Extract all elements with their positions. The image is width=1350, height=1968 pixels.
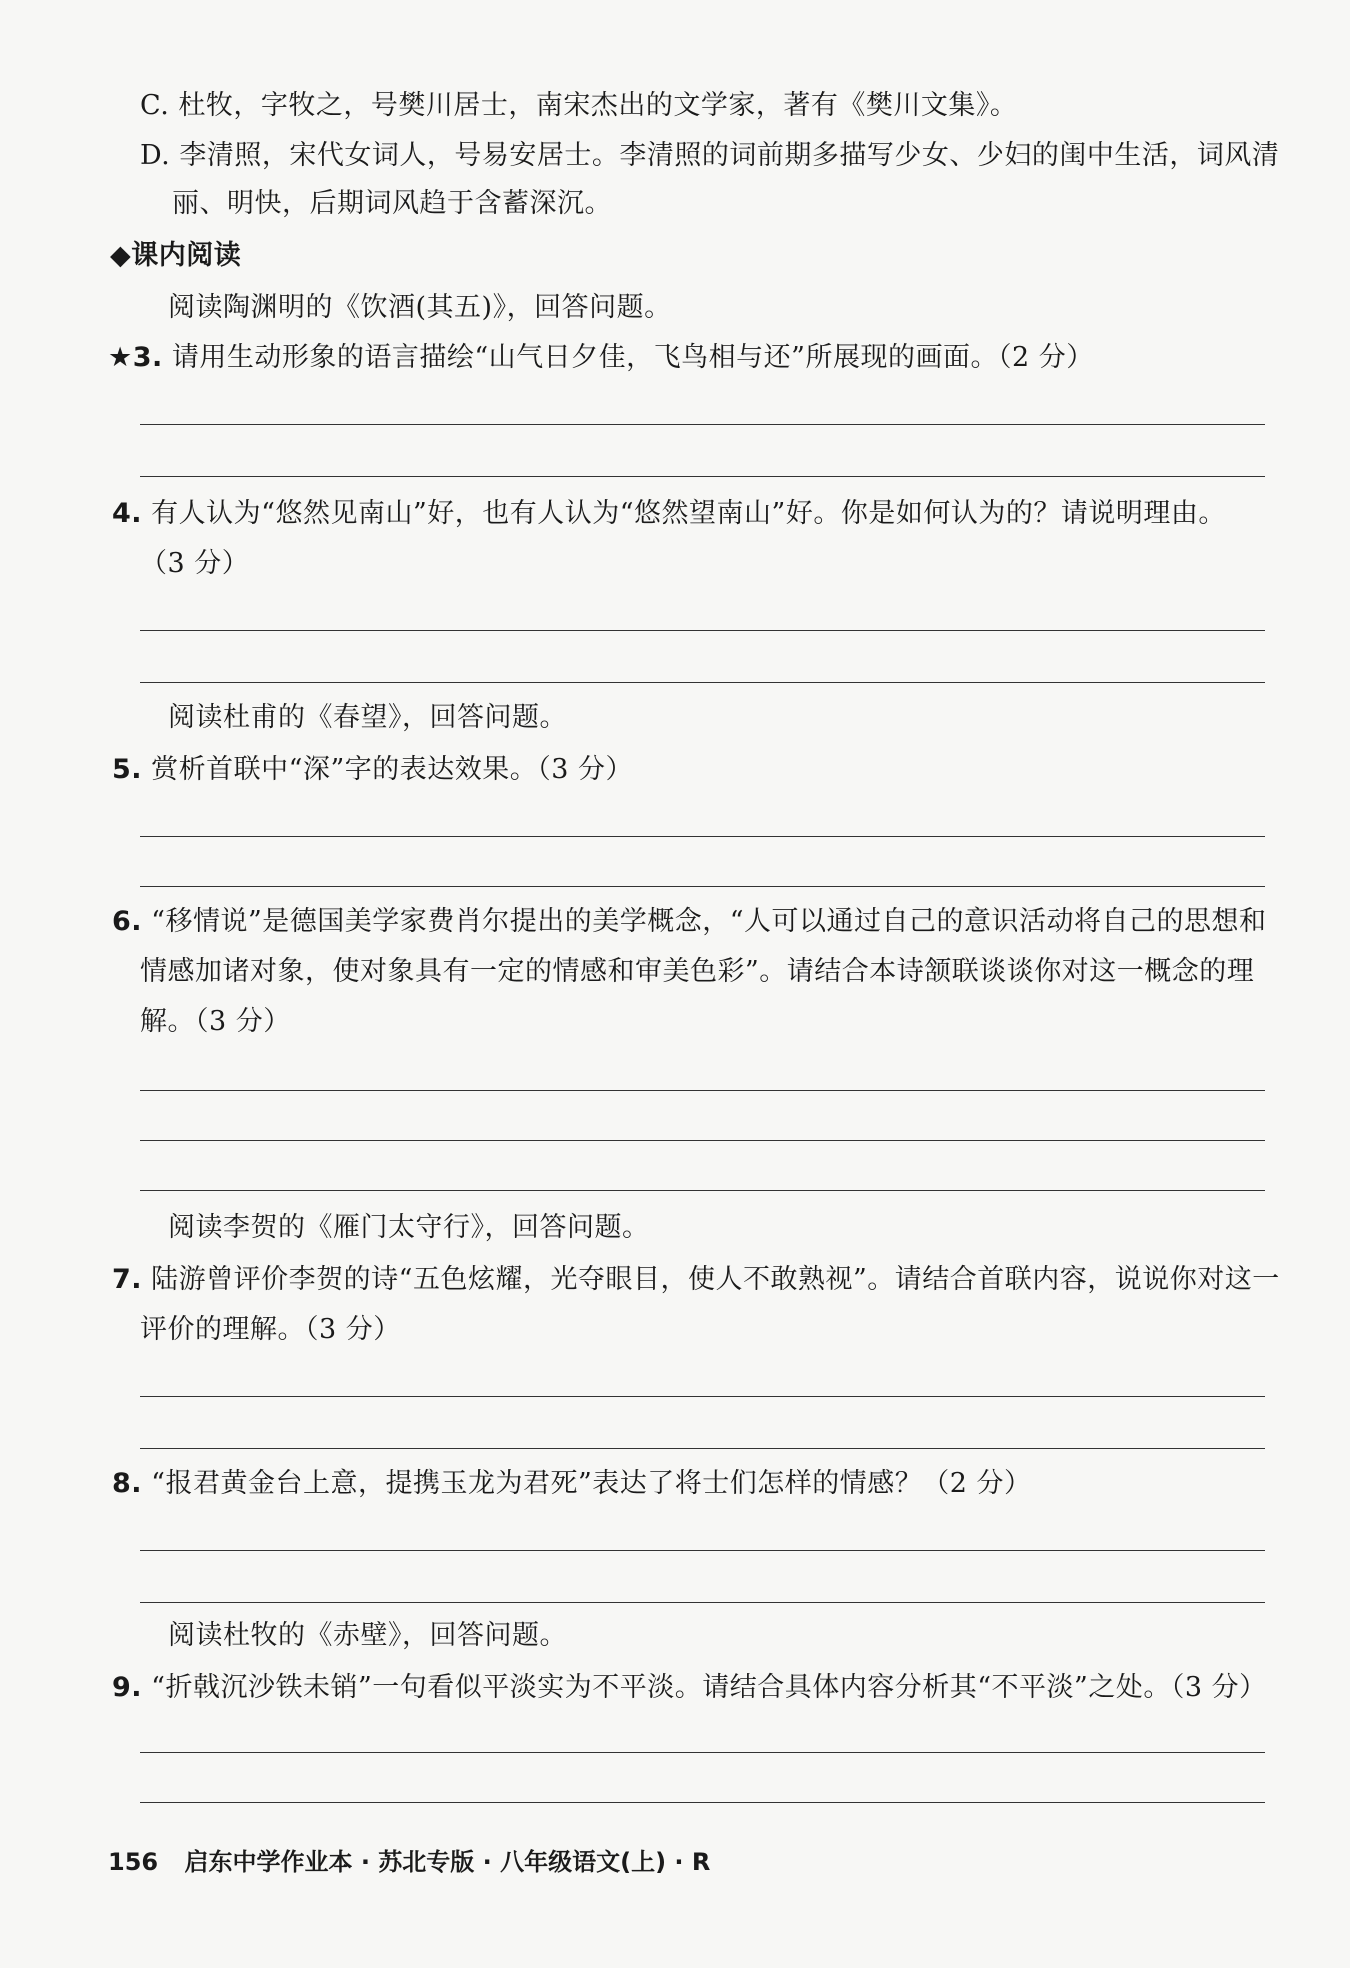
option-d-line1: D. 李清照，宋代女词人，号易安居士。李清照的词前期多描写少女、少妇的闺中生活，词风清 — [140, 140, 1280, 171]
answer-line[interactable] — [140, 1802, 1265, 1803]
reading-intro-3: 阅读李贺的《雁门太守行》，回答问题。 — [168, 1212, 650, 1243]
question-5 — [112, 752, 633, 788]
option-c: C. 杜牧，字牧之，号樊川居士，南宋杰出的文学家，著有《樊川文集》。 — [140, 90, 1018, 121]
question-text: “移情说”是德国美学家费肖尔提出的美学概念，“人可以通过自己的意识活动将自己的思想和 — [151, 906, 1267, 937]
answer-line[interactable] — [140, 1190, 1265, 1191]
reading-intro-1: 阅读陶渊明的《饮酒(其五)》，回答问题。 — [168, 292, 672, 323]
page-footer — [108, 1842, 710, 1877]
question-6-line2: 情感加诸对象，使对象具有一定的情感和审美色彩”。请结合本诗颔联谈谈你对这一概念的理 — [140, 956, 1255, 987]
answer-line[interactable] — [140, 1448, 1265, 1449]
question-7 — [112, 1262, 1280, 1298]
page-number: 156 — [108, 1848, 159, 1876]
question-number: 6. — [112, 906, 143, 937]
question-4-line2: （3 分） — [140, 548, 250, 579]
question-number: 4. — [112, 498, 143, 529]
section-title: ◆课内阅读 — [110, 240, 242, 271]
answer-line[interactable] — [140, 476, 1265, 477]
option-d-line2: 丽、明快，后期词风趋于含蓄深沉。 — [172, 188, 612, 219]
question-9 — [112, 1670, 1267, 1706]
question-4 — [112, 496, 1226, 532]
question-text: 请用生动形象的语言描绘“山气日夕佳，飞鸟相与还”所展现的画面。（2 分） — [171, 342, 1094, 373]
answer-line[interactable] — [140, 1752, 1265, 1753]
answer-line[interactable] — [140, 886, 1265, 887]
reading-intro-4: 阅读杜牧的《赤壁》，回答问题。 — [168, 1620, 567, 1651]
answer-line[interactable] — [140, 1550, 1265, 1551]
question-number: 9. — [112, 1672, 143, 1703]
question-text: 陆游曾评价李贺的诗“五色炫耀，光夺眼目，使人不敢熟视”。请结合首联内容，说说你对这一 — [151, 1264, 1280, 1295]
answer-line[interactable] — [140, 836, 1265, 837]
answer-line[interactable] — [140, 682, 1265, 683]
question-number: 5. — [112, 754, 143, 785]
question-text: “折戟沉沙铁未销”一句看似平淡实为不平淡。请结合具体内容分析其“不平淡”之处。（3 分） — [151, 1672, 1267, 1703]
answer-line[interactable] — [140, 630, 1265, 631]
reading-intro-2: 阅读杜甫的《春望》，回答问题。 — [168, 702, 567, 733]
question-number: 8. — [112, 1468, 143, 1499]
answer-line[interactable] — [140, 1090, 1265, 1091]
question-text: “报君黄金台上意，提携玉龙为君死”表达了将士们怎样的情感？（2 分） — [151, 1468, 1032, 1499]
question-text: 赏析首联中“深”字的表达效果。（3 分） — [151, 754, 634, 785]
question-number: ★3. — [108, 342, 163, 373]
book-title: 启东中学作业本 · 苏北专版 · 八年级语文(上) · R — [184, 1848, 711, 1876]
question-7-line2: 评价的理解。（3 分） — [140, 1314, 401, 1345]
answer-line[interactable] — [140, 1602, 1265, 1603]
question-6-line3: 解。（3 分） — [140, 1006, 291, 1037]
question-3 — [108, 340, 1094, 376]
question-8 — [112, 1466, 1032, 1502]
question-number: 7. — [112, 1264, 143, 1295]
answer-line[interactable] — [140, 1396, 1265, 1397]
question-6 — [112, 904, 1267, 940]
answer-line[interactable] — [140, 424, 1265, 425]
answer-line[interactable] — [140, 1140, 1265, 1141]
question-text: 有人认为“悠然见南山”好，也有人认为“悠然望南山”好。你是如何认为的？请说明理由。 — [151, 498, 1226, 529]
